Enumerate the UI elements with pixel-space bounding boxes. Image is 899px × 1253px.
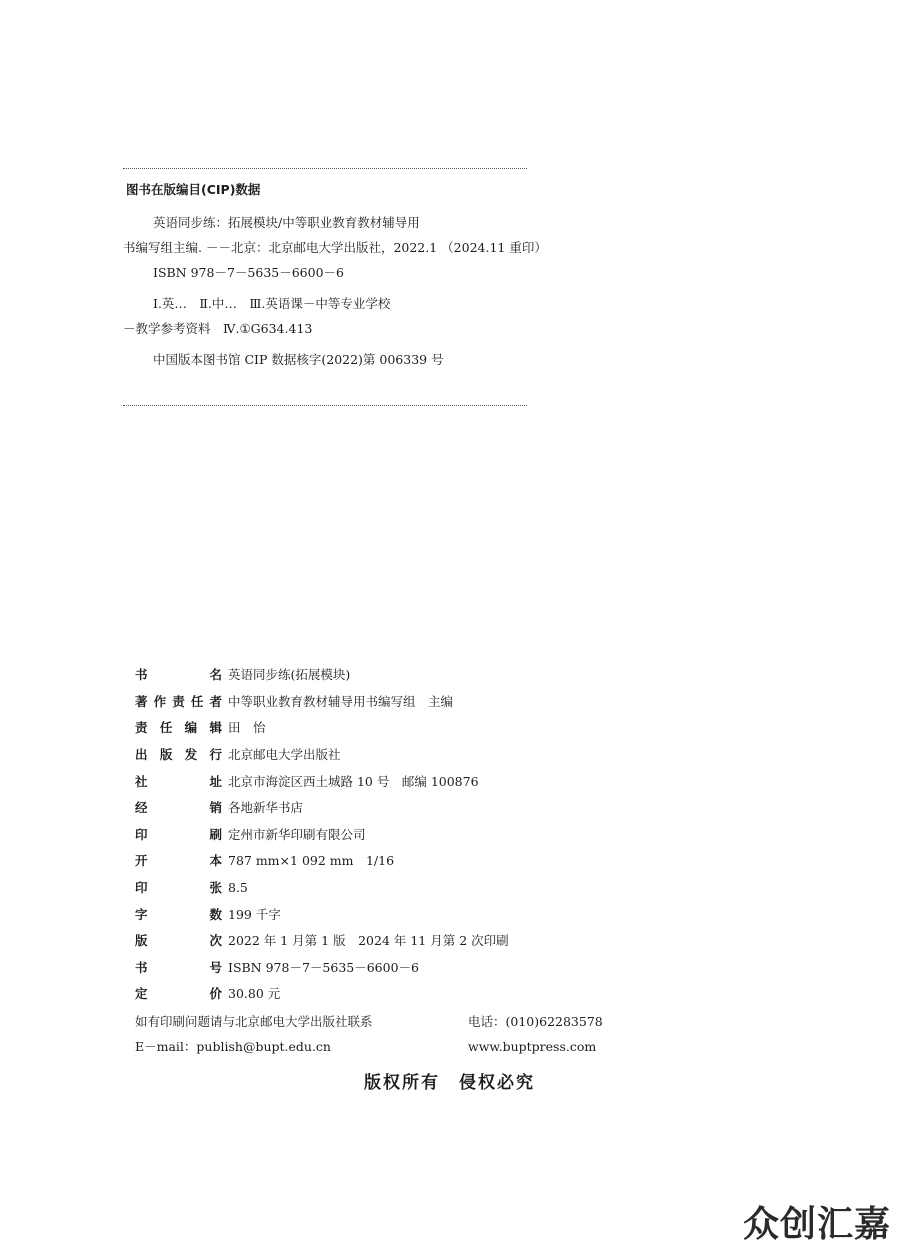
publisher-email: E－mail：publish@bupt.edu.cn (135, 1039, 331, 1055)
colophon-value: 中等职业教育教材辅导用书编写组 主编 (228, 693, 454, 709)
colophon-value: 各地新华书店 (228, 800, 304, 816)
cip-top-rule (123, 168, 527, 169)
colophon-value: 定州市新华印刷有限公司 (228, 826, 366, 842)
publisher-website: www.buptpress.com (468, 1038, 597, 1054)
colophon-value: 787 mm×1 092 mm 1/16 (228, 853, 395, 869)
colophon-label: 版 次 (135, 933, 222, 949)
cip-classification-1: Ⅰ.英… Ⅱ.中… Ⅲ.英语课－中等专业学校 (153, 296, 391, 311)
colophon (135, 661, 695, 1059)
contact-row-phone (135, 1009, 695, 1034)
cip-block (123, 178, 623, 372)
colophon-label: 社 址 (135, 773, 222, 789)
colophon-value: 2022 年 1 月第 1 版 2024 年 11 月第 2 次印刷 (228, 933, 509, 949)
colophon-row-editor (135, 714, 695, 741)
colophon-row-price (135, 980, 695, 1007)
colophon-label: 定 价 (135, 986, 222, 1002)
colophon-row-publisher (135, 741, 695, 768)
colophon-row-distributor (135, 794, 695, 821)
colophon-label: 书 号 (135, 959, 222, 975)
colophon-label: 书 名 (135, 667, 222, 683)
colophon-label: 印 张 (135, 880, 222, 896)
cip-record-number: 中国版本图书馆 CIP 数据核字(2022)第 006339 号 (153, 352, 444, 367)
colophon-row-isbn (135, 954, 695, 981)
colophon-value: 北京邮电大学出版社 (228, 747, 341, 763)
colophon-row-sheets (135, 874, 695, 901)
colophon-label: 开 本 (135, 853, 222, 869)
colophon-value: 8.5 (228, 879, 248, 895)
colophon-label: 出 版 发 行 (135, 747, 222, 763)
cip-isbn: ISBN 978－7－5635－6600－6 (153, 265, 344, 280)
colophon-label: 字 数 (135, 906, 222, 922)
cip-title: 图书在版编目(CIP)数据 (126, 182, 261, 197)
colophon-row-word-count (135, 900, 695, 927)
print-problem-notice: 如有印刷问题请与北京邮电大学出版社联系 (135, 1014, 373, 1030)
colophon-row-address (135, 767, 695, 794)
cip-classification-2: －教学参考资料 Ⅳ.①G634.413 (123, 321, 313, 336)
colophon-value: 199 千字 (228, 906, 281, 922)
cip-bottom-rule (123, 405, 527, 406)
colophon-value: 北京市海淀区西土城路 10 号 邮编 100876 (228, 773, 479, 789)
colophon-row-title (135, 661, 695, 688)
colophon-row-printer (135, 821, 695, 848)
colophon-row-author (135, 688, 695, 715)
rights-notice: 版权所有 侵权必究 (364, 1073, 535, 1093)
publisher-phone: 电话：(010)62283578 (468, 1014, 603, 1030)
colophon-value: 田 怡 (228, 720, 266, 736)
contact-row-web (135, 1034, 695, 1059)
watermark-logo: 众创汇嘉 (742, 1204, 891, 1245)
colophon-value: 英语同步练(拓展模块) (228, 667, 351, 683)
colophon-label: 印 刷 (135, 826, 222, 842)
colophon-value: 30.80 元 (228, 986, 281, 1002)
colophon-row-format (135, 847, 695, 874)
colophon-value: ISBN 978－7－5635－6600－6 (228, 959, 419, 975)
cip-line-2: 书编写组主编. －－北京：北京邮电大学出版社，2022.1 （2024.11 重印） (123, 240, 547, 255)
colophon-label: 责 任 编 辑 (135, 720, 222, 736)
colophon-label: 著 作 责 任 者 (135, 693, 222, 709)
colophon-row-edition (135, 927, 695, 954)
cip-line-1: 英语同步练：拓展模块/中等职业教育教材辅导用 (153, 215, 420, 230)
colophon-label: 经 销 (135, 800, 222, 816)
